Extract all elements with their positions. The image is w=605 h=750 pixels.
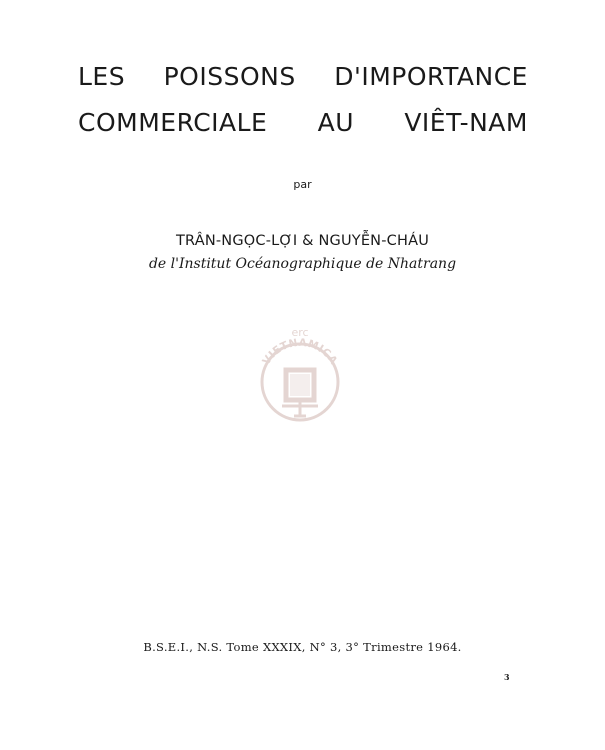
affiliation: de l'Institut Océanographique de Nhatrang	[148, 256, 457, 272]
vietnamica-watermark-logo	[252, 320, 348, 424]
svg-text:VIETNAMICA	[260, 337, 339, 368]
title-line-1	[78, 62, 528, 91]
citation: B.S.E.I., N.S. Tome XXXIX, N° 3, 3° Trimestre 1964.	[143, 640, 462, 654]
title-word: POISSONS	[163, 62, 296, 91]
title-word: D'IMPORTANCE	[334, 62, 528, 91]
watermark-top-text: erc	[291, 326, 309, 339]
byline: par	[293, 178, 312, 191]
page-number: 3	[504, 672, 510, 682]
title-word: LES	[78, 62, 126, 91]
authors: TRÂN-NGỌC-LỢI & NGUYỄN-CHÁU	[175, 233, 430, 249]
watermark-arc-text: VIETNAMICA	[260, 336, 340, 368]
title-line-2	[78, 108, 528, 137]
title-word: COMMERCIALE	[78, 108, 268, 137]
title-word: AU	[317, 108, 355, 137]
title-word: VIÊT-NAM	[404, 108, 528, 137]
